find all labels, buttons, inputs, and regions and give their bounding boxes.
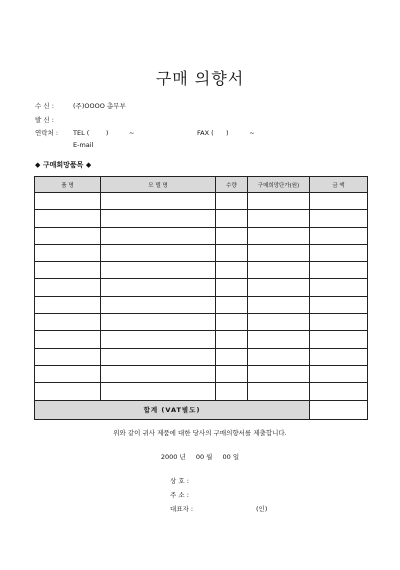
table-row <box>35 331 368 348</box>
table-cell <box>310 383 368 400</box>
table-cell <box>216 193 248 210</box>
table-cell <box>101 383 216 400</box>
recipient-label: 수 신 : <box>35 102 54 110</box>
total-value <box>310 400 368 419</box>
table-row <box>35 383 368 400</box>
table-cell <box>101 314 216 331</box>
table-cell <box>216 365 248 382</box>
table-cell <box>101 210 216 227</box>
table-cell <box>216 227 248 244</box>
contact-label: 연락처 : <box>35 129 59 137</box>
ceo-line <box>170 504 268 513</box>
table-cell <box>35 314 101 331</box>
header-quantity: 수량 <box>216 177 248 193</box>
table-cell <box>216 244 248 261</box>
company-label: 상 호 : <box>170 477 189 485</box>
table-cell <box>216 331 248 348</box>
table-cell <box>216 262 248 279</box>
table-cell <box>35 365 101 382</box>
table-cell <box>101 244 216 261</box>
date-year: 2000 년 <box>160 453 186 461</box>
table-cell <box>216 296 248 313</box>
table-cell <box>310 314 368 331</box>
table-cell <box>35 193 101 210</box>
date-month: 00 월 <box>195 453 213 461</box>
table-cell <box>310 262 368 279</box>
table-cell <box>35 210 101 227</box>
address-line <box>170 490 204 499</box>
table-cell <box>310 193 368 210</box>
table-cell <box>35 262 101 279</box>
fax-field: FAX ( ) ~ <box>197 129 255 137</box>
table-cell <box>35 348 101 365</box>
table-cell <box>310 296 368 313</box>
table-cell <box>216 210 248 227</box>
purchase-items-table <box>34 176 368 420</box>
table-cell <box>216 279 248 296</box>
table-cell <box>101 348 216 365</box>
section-heading: ◆ 구매희망품목 ◆ <box>35 161 92 169</box>
document-title: 구매 의향서 <box>155 69 245 88</box>
table-cell <box>310 210 368 227</box>
table-cell <box>310 331 368 348</box>
table-row <box>35 244 368 261</box>
table-row <box>35 348 368 365</box>
header-amount: 금 액 <box>310 177 368 193</box>
table-cell <box>310 244 368 261</box>
sender-line <box>35 115 73 124</box>
seal-mark: (인) <box>256 505 268 513</box>
table-cell <box>216 383 248 400</box>
table-cell <box>101 262 216 279</box>
table-cell <box>101 296 216 313</box>
table-cell <box>35 244 101 261</box>
recipient-value: (주)OOOO 총무부 <box>73 102 126 110</box>
table-row <box>35 365 368 382</box>
table-cell <box>248 227 310 244</box>
statement-text: 위와 같이 귀사 제품에 대한 당사의 구매의향서를 제출합니다. <box>113 429 287 437</box>
table-cell <box>101 279 216 296</box>
table-cell <box>248 210 310 227</box>
table-row <box>35 296 368 313</box>
table-cell <box>216 314 248 331</box>
table-cell <box>248 296 310 313</box>
sender-label: 발 신 : <box>35 116 54 124</box>
table-cell <box>248 244 310 261</box>
contact-line <box>35 128 255 137</box>
table-cell <box>310 227 368 244</box>
tel-field: TEL ( ) ~ <box>73 129 135 137</box>
table-cell <box>248 262 310 279</box>
table-cell <box>101 365 216 382</box>
table-cell <box>101 331 216 348</box>
header-item-name: 품 명 <box>35 177 101 193</box>
header-unit-price: 구매희망단가(원) <box>248 177 310 193</box>
date-day: 00 일 <box>222 453 240 461</box>
table-cell <box>310 279 368 296</box>
table-cell <box>248 193 310 210</box>
table-cell <box>35 227 101 244</box>
table-cell <box>35 279 101 296</box>
ceo-label: 대표자 : <box>170 505 194 513</box>
header-model-name: 모 델 명 <box>101 177 216 193</box>
total-row <box>35 400 368 419</box>
table-cell <box>216 348 248 365</box>
table-cell <box>248 279 310 296</box>
table-cell <box>310 348 368 365</box>
date-line <box>0 452 400 461</box>
table-row <box>35 314 368 331</box>
table-cell <box>248 383 310 400</box>
recipient-line <box>35 101 126 110</box>
table-cell <box>101 193 216 210</box>
email-field: E-mail <box>73 141 94 149</box>
table-cell <box>35 296 101 313</box>
table-cell <box>101 227 216 244</box>
table-cell <box>248 365 310 382</box>
table-row <box>35 193 368 210</box>
total-label: 합계 (VAT별도) <box>35 400 310 419</box>
table-row <box>35 262 368 279</box>
table-cell <box>310 365 368 382</box>
table-cell <box>248 331 310 348</box>
table-cell <box>248 314 310 331</box>
table-row <box>35 210 368 227</box>
table-cell <box>248 348 310 365</box>
table-row <box>35 279 368 296</box>
table-cell <box>35 383 101 400</box>
company-line <box>170 476 204 485</box>
table-row <box>35 227 368 244</box>
address-label: 주 소 : <box>170 491 189 499</box>
table-cell <box>35 331 101 348</box>
table-header-row <box>35 177 368 193</box>
